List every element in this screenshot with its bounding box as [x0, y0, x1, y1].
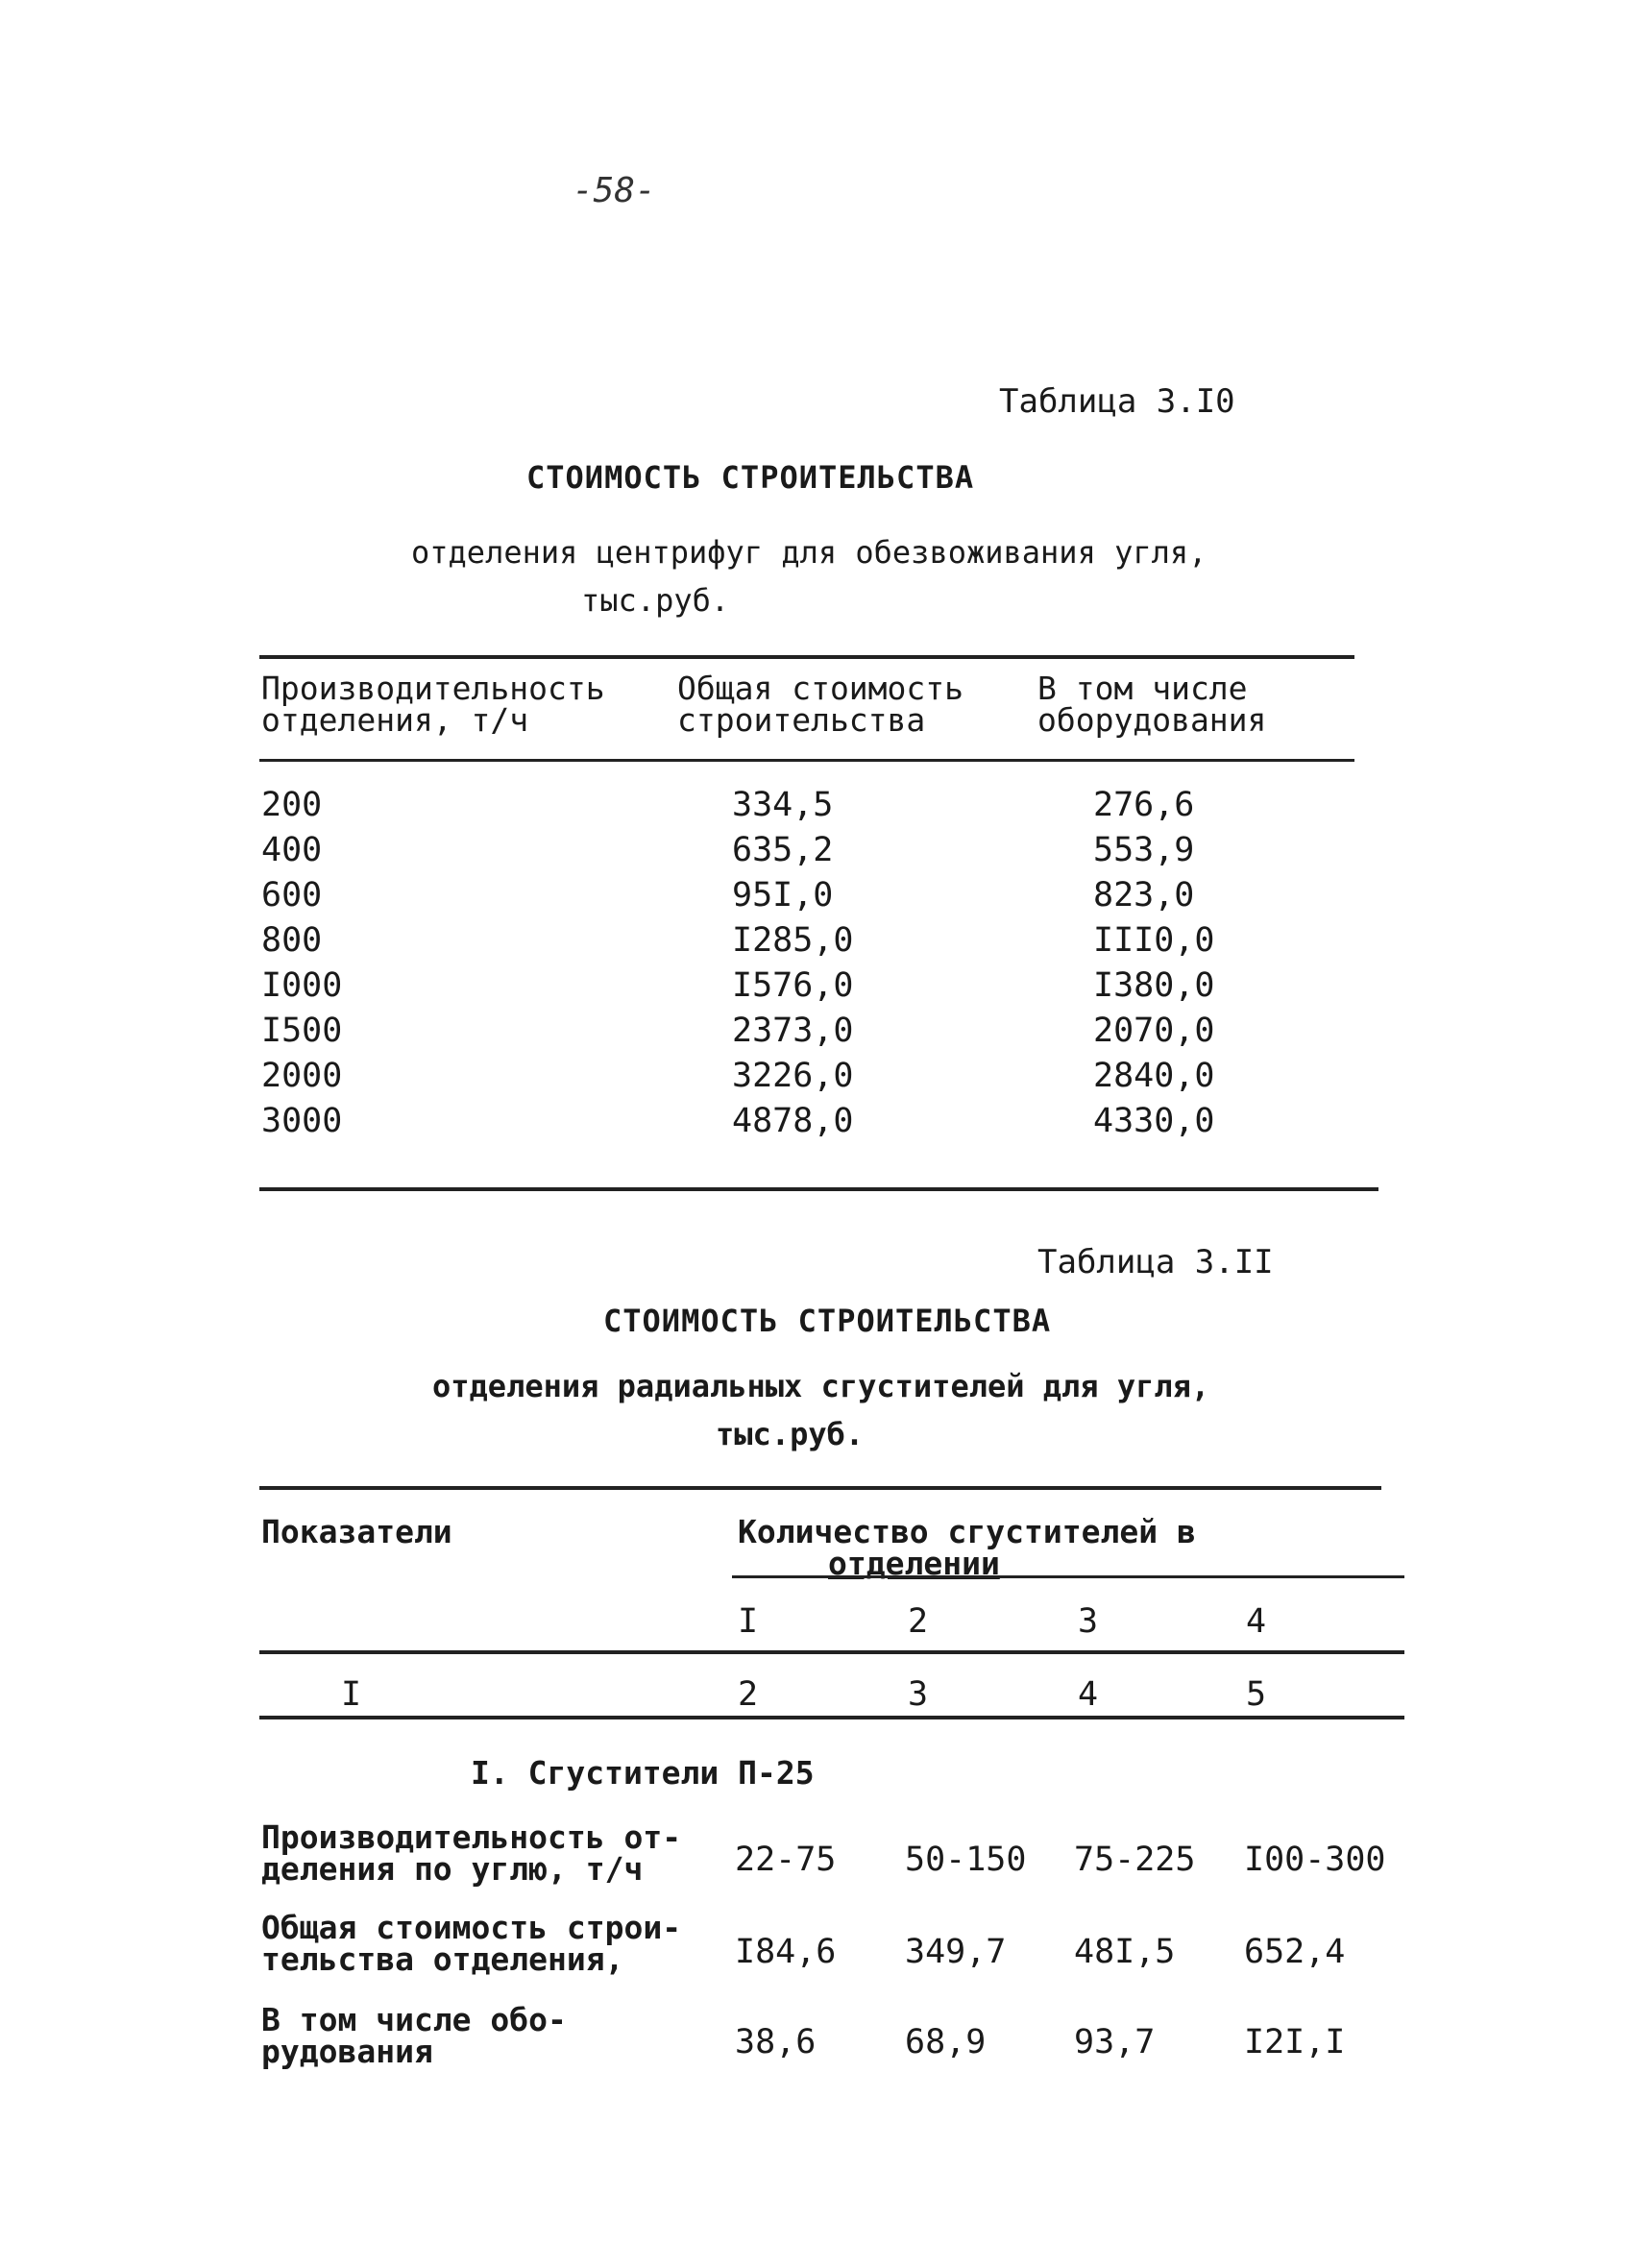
- table2-row-label: [261, 1818, 682, 1888]
- table2-subheader-rule: [732, 1575, 1404, 1578]
- table1-header-rule: [259, 759, 1354, 762]
- table-cell: I380,0: [1093, 966, 1215, 1005]
- table1-header-capacity-line2: отделения, т/ч: [261, 701, 529, 739]
- table2-title: СТОИМОСТЬ СТРОИТЕЛЬСТВА: [603, 1303, 1052, 1339]
- table2-label: Таблица 3.II: [1037, 1243, 1274, 1281]
- table1-header-total-cost-line2: строительства: [677, 701, 926, 739]
- table-cell: 2840,0: [1093, 1057, 1215, 1095]
- table-cell: 200: [261, 786, 323, 824]
- table1-header-equipment: [1037, 670, 1267, 739]
- table-cell: 276,6: [1093, 786, 1195, 824]
- table1-header-total-cost: [677, 670, 964, 739]
- table-cell: I2I,I: [1244, 2023, 1346, 2061]
- table1-subtitle-line1: отделения центрифуг для обезвоживания угля,: [411, 534, 1207, 571]
- table-cell: 349,7: [905, 1933, 1007, 1971]
- table-cell: 93,7: [1074, 2023, 1156, 2061]
- table-cell: III0,0: [1093, 921, 1215, 960]
- table2-row-label-line2: рудования: [261, 2033, 433, 2070]
- table2-colnum: 4: [1078, 1675, 1099, 1714]
- table2-count-col: 4: [1246, 1602, 1267, 1641]
- table-cell: 635,2: [732, 831, 834, 869]
- table2-row-label-line1: В том числе обо-: [261, 2001, 567, 2038]
- table2-header-count: [738, 1513, 1196, 1582]
- table-cell: I285,0: [732, 921, 854, 960]
- table-cell: 334,5: [732, 786, 834, 824]
- table-cell: 800: [261, 921, 323, 960]
- table-cell: I000: [261, 966, 343, 1005]
- table2-header-indicators: Показатели: [261, 1513, 452, 1550]
- table-cell: I500: [261, 1012, 343, 1050]
- table-cell: 400: [261, 831, 323, 869]
- table-cell: 4878,0: [732, 1102, 854, 1140]
- table-cell: 2000: [261, 1057, 343, 1095]
- table-cell: 2373,0: [732, 1012, 854, 1050]
- table2-count-col: I: [738, 1602, 759, 1641]
- table2-top-rule: [259, 1486, 1381, 1490]
- table-cell: 95I,0: [732, 876, 834, 915]
- table-cell: 22-75: [735, 1841, 837, 1879]
- table2-header-rule: [259, 1650, 1404, 1654]
- table1-subtitle-line2: тыс.руб.: [581, 582, 730, 619]
- table2-colnum-rule: [259, 1716, 1404, 1719]
- table-cell: 50-150: [905, 1841, 1027, 1879]
- table2-subtitle-line1: отделения радиальных сгустителей для угля,: [432, 1368, 1210, 1404]
- table1-header-equipment-line2: оборудования: [1037, 701, 1267, 739]
- table2-row-label-line1: Общая стоимость строи-: [261, 1909, 682, 1946]
- table1-header-capacity-line1: Производительность: [261, 670, 605, 707]
- table-cell: 48I,5: [1074, 1933, 1176, 1971]
- table-cell: 4330,0: [1093, 1102, 1215, 1140]
- table-cell: 600: [261, 876, 323, 915]
- table2-count-col: 3: [1078, 1602, 1099, 1641]
- table2-colnum: 3: [908, 1675, 929, 1714]
- table2-row-label-line2: тельства отделения,: [261, 1940, 624, 1978]
- table-cell: I84,6: [735, 1933, 837, 1971]
- table-cell: 652,4: [1244, 1933, 1346, 1971]
- table-cell: I576,0: [732, 966, 854, 1005]
- table1-label: Таблица 3.I0: [999, 382, 1235, 421]
- table1-title: СТОИМОСТЬ СТРОИТЕЛЬСТВА: [526, 459, 975, 496]
- table1-header-equipment-line1: В том числе: [1037, 670, 1248, 707]
- table-cell: 75-225: [1074, 1841, 1196, 1879]
- table-cell: 38,6: [735, 2023, 817, 2061]
- table-cell: 823,0: [1093, 876, 1195, 915]
- table2-subtitle-line2: тыс.руб.: [716, 1416, 865, 1452]
- table2-colnum: 2: [738, 1675, 759, 1714]
- table-cell: 553,9: [1093, 831, 1195, 869]
- table2-row-label-line2: деления по углю, т/ч: [261, 1850, 644, 1888]
- table1-bottom-rule: [259, 1187, 1378, 1191]
- table1-top-rule: [259, 655, 1354, 659]
- table2-header-count-line2: отделении: [828, 1545, 1000, 1582]
- table-cell: 2070,0: [1093, 1012, 1215, 1050]
- table-cell: 68,9: [905, 2023, 987, 2061]
- table2-row-label: [261, 2001, 567, 2070]
- table2-count-col: 2: [908, 1602, 929, 1641]
- page-number: -58-: [573, 171, 656, 210]
- table2-colnum: 5: [1246, 1675, 1267, 1714]
- table-cell: 3226,0: [732, 1057, 854, 1095]
- table1-header-total-cost-line1: Общая стоимость: [677, 670, 964, 707]
- table2-section-title: I. Сгустители П-25: [471, 1754, 815, 1792]
- table-cell: I00-300: [1244, 1841, 1386, 1879]
- table2-row-label: [261, 1909, 682, 1978]
- table1-header-capacity: [261, 670, 605, 739]
- table2-row-label-line1: Производительность от-: [261, 1818, 682, 1856]
- table2-colnum: I: [341, 1675, 362, 1714]
- table2-header-count-line1: Количество сгустителей в: [738, 1513, 1196, 1550]
- table-cell: 3000: [261, 1102, 343, 1140]
